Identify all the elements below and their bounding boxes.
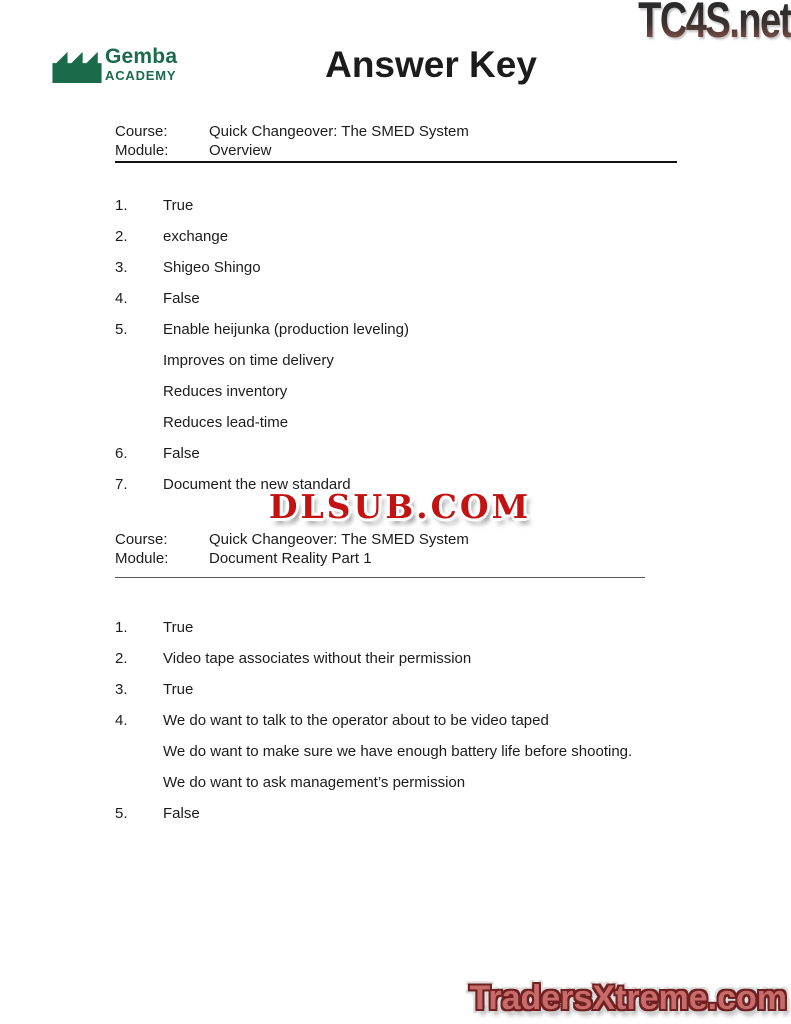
answer-item: [115, 289, 735, 320]
answer-line: Video tape associates without their permission: [163, 650, 472, 667]
tradersxtreme-watermark: TradersXtreme.com: [469, 979, 787, 1017]
answer-line: True: [163, 197, 194, 214]
answer-line: Reduces lead-time: [163, 414, 289, 431]
tc4s-watermark: TC4S.net: [638, 0, 791, 50]
answer-number: 5.: [115, 805, 128, 822]
answer-line: Shigeo Shingo: [163, 259, 261, 276]
answer-item: [115, 444, 735, 475]
answer-number: 4.: [115, 290, 128, 307]
course-value: Quick Changeover: The SMED System: [209, 531, 469, 548]
module-value: Overview: [209, 141, 272, 159]
module-label: Module:: [115, 141, 169, 159]
gemba-academy-logo: [52, 46, 177, 83]
answer-number: 5.: [115, 321, 128, 338]
answer-item: [115, 258, 735, 289]
answer-line: exchange: [163, 228, 229, 245]
answer-line: True: [163, 619, 194, 636]
answer-number: 6.: [115, 445, 128, 462]
course-header-2: [115, 531, 645, 578]
module-value: Document Reality Part 1: [209, 549, 372, 567]
answer-line: False: [163, 805, 200, 822]
answer-item: [115, 804, 735, 835]
answer-list-1: [115, 196, 735, 506]
answer-number: 1.: [115, 619, 128, 636]
answer-item: [115, 227, 735, 258]
answer-item: [115, 711, 735, 804]
course-row: [115, 123, 677, 142]
answer-number: 2.: [115, 650, 128, 667]
answer-line: We do want to talk to the operator about to be video taped: [163, 712, 549, 729]
answer-line: True: [163, 681, 194, 698]
course-label: Course:: [115, 531, 168, 548]
answer-item: [115, 320, 735, 444]
answer-line: We do want to make sure we have enough battery life before shooting.: [163, 743, 633, 760]
answer-line: False: [163, 290, 200, 307]
answer-item: [115, 649, 735, 680]
answer-line: Enable heijunka (production leveling): [163, 321, 409, 338]
answer-number: 4.: [115, 712, 128, 729]
answer-number: 1.: [115, 197, 128, 214]
module-label: Module:: [115, 549, 169, 567]
page-title: Answer Key: [325, 45, 537, 85]
brand-name: Gemba: [105, 45, 178, 68]
answer-line: Improves on time delivery: [163, 352, 334, 369]
answer-list-2: [115, 618, 735, 835]
answer-number: 7.: [115, 476, 128, 493]
answer-number: 3.: [115, 681, 128, 698]
course-header-1: [115, 123, 677, 163]
course-label: Course:: [115, 123, 168, 140]
answer-item: [115, 618, 735, 649]
answer-line: Document the new standard: [163, 476, 351, 493]
answer-line: Reduces inventory: [163, 383, 288, 400]
answer-line: We do want to ask management’s permission: [163, 774, 466, 791]
brand-subtitle: ACADEMY: [105, 68, 177, 83]
course-value: Quick Changeover: The SMED System: [209, 123, 469, 140]
factory-icon: [52, 46, 102, 83]
answer-item: [115, 680, 735, 711]
answer-number: 2.: [115, 228, 128, 245]
dlsub-watermark: DLSUB.COM: [268, 487, 532, 526]
module-row: [115, 142, 677, 161]
module-row: [115, 550, 645, 569]
course-row: [115, 531, 645, 550]
answer-item: [115, 196, 735, 227]
answer-number: 3.: [115, 259, 128, 276]
answer-line: False: [163, 445, 200, 462]
